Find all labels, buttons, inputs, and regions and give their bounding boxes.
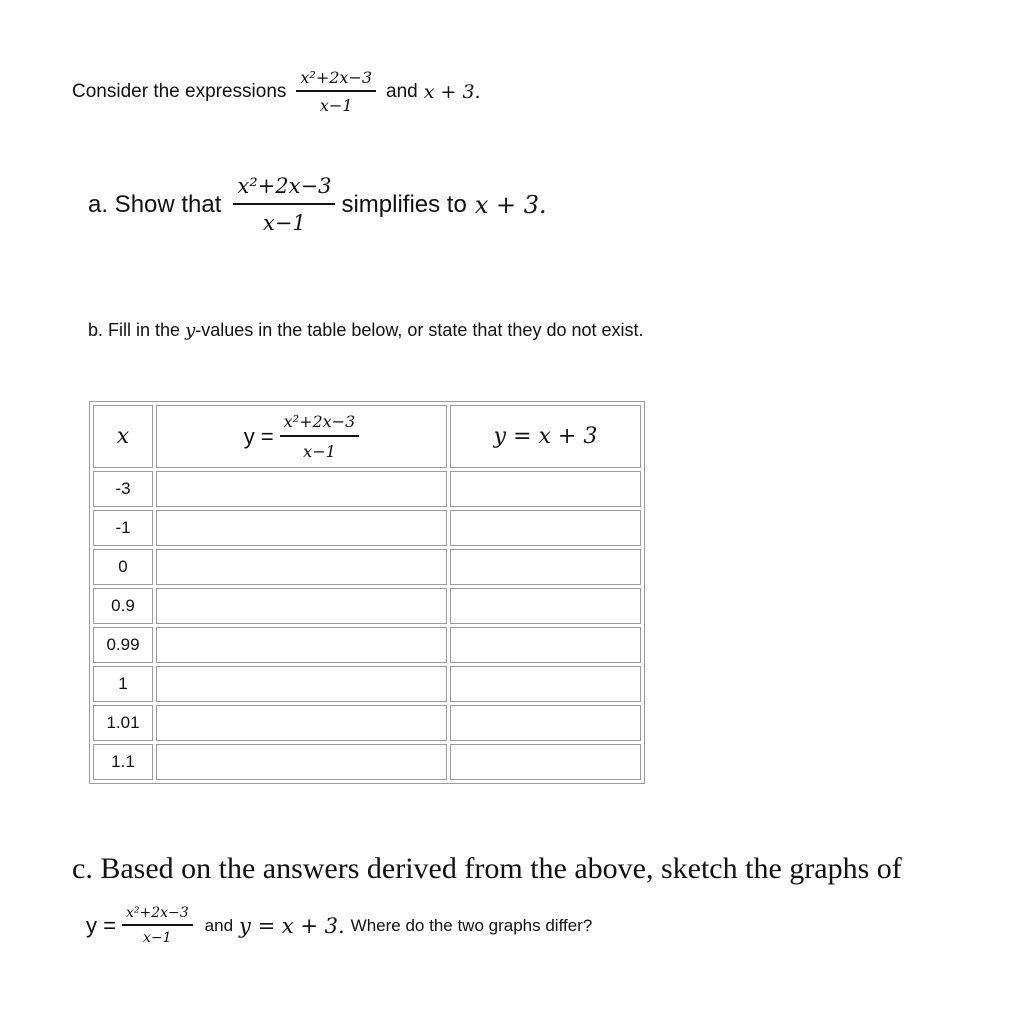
y2-answer-cell[interactable] (450, 510, 641, 546)
table-row (93, 705, 641, 741)
part-a-middle: simplifies to (341, 190, 467, 218)
x-value-cell: 0.9 (93, 588, 153, 624)
y2-answer-cell[interactable] (450, 627, 641, 663)
part-c-fraction-denominator: x−1 (143, 930, 172, 946)
part-b-text-after: -values in the table below, or state that they do not exist. (195, 320, 644, 340)
table-row (93, 471, 641, 507)
y2-answer-cell[interactable] (450, 588, 641, 624)
table-header-row (93, 405, 641, 468)
part-a-fraction-denominator: x−1 (263, 211, 306, 235)
part-c-fraction-numerator: x²+2x−3 (125, 905, 189, 921)
table-row (93, 744, 641, 780)
header-x: x (116, 424, 130, 449)
table-row (93, 549, 641, 585)
y1-answer-cell[interactable] (156, 549, 447, 585)
part-a-fraction-numerator: x²+2x−3 (237, 174, 332, 198)
part-a-fraction (233, 174, 335, 235)
x-value-cell: -1 (93, 510, 153, 546)
y2-answer-cell[interactable] (450, 744, 641, 780)
x-value-cell: 0 (93, 549, 153, 585)
x-value-cell: 1.1 (93, 744, 153, 780)
header-y1-fraction (280, 412, 360, 461)
part-c-question: Where do the two graphs differ? (350, 915, 593, 935)
header-y1 (244, 412, 360, 461)
x-value-cell: 0.99 (93, 627, 153, 663)
values-table (89, 401, 645, 784)
header-y1-denominator: x−1 (303, 442, 336, 461)
header-y1-cell (156, 405, 447, 468)
y1-answer-cell[interactable] (156, 744, 447, 780)
intro-fraction (296, 68, 376, 115)
y1-answer-cell[interactable] (156, 705, 447, 741)
header-x-cell (93, 405, 153, 468)
intro-line (72, 68, 481, 115)
part-a (88, 174, 547, 235)
part-c-second-equation: y = x + 3. (239, 913, 345, 938)
x-value-cell: -3 (93, 471, 153, 507)
y2-answer-cell[interactable] (450, 471, 641, 507)
table-row (93, 666, 641, 702)
table-row (93, 588, 641, 624)
intro-joiner: and (386, 80, 418, 102)
part-c-line2 (86, 905, 592, 946)
header-y1-numerator: x²+2x−3 (283, 412, 356, 431)
y1-answer-cell[interactable] (156, 471, 447, 507)
y1-answer-cell[interactable] (156, 510, 447, 546)
x-value-cell: 1.01 (93, 705, 153, 741)
y1-answer-cell[interactable] (156, 588, 447, 624)
intro-fraction-denominator: x−1 (319, 96, 353, 115)
y2-answer-cell[interactable] (450, 549, 641, 585)
part-c-fraction (122, 905, 193, 946)
header-y2: y = x + 3 (493, 424, 598, 449)
header-y2-cell (450, 405, 641, 468)
y1-answer-cell[interactable] (156, 627, 447, 663)
part-a-lead: a. Show that (88, 190, 222, 218)
y2-answer-cell[interactable] (450, 666, 641, 702)
y2-answer-cell[interactable] (450, 705, 641, 741)
part-c-heading: c. Based on the answers derived from the above, sketch the graphs of (72, 852, 902, 885)
part-a-target-expression: x + 3. (474, 190, 547, 219)
y1-answer-cell[interactable] (156, 666, 447, 702)
intro-second-expression: x + 3. (423, 80, 481, 103)
part-b-text-before: b. Fill in the (88, 320, 181, 340)
part-b-variable: y (185, 320, 196, 341)
intro-fraction-numerator: x²+2x−3 (300, 68, 373, 87)
part-c-y-prefix: y = (86, 912, 116, 938)
intro-lead: Consider the expressions (72, 80, 287, 102)
part-c-joiner: and (204, 915, 234, 935)
table-row (93, 627, 641, 663)
header-y1-prefix: y = (243, 423, 274, 449)
table-row (93, 510, 641, 546)
part-b (88, 320, 644, 341)
x-value-cell: 1 (93, 666, 153, 702)
